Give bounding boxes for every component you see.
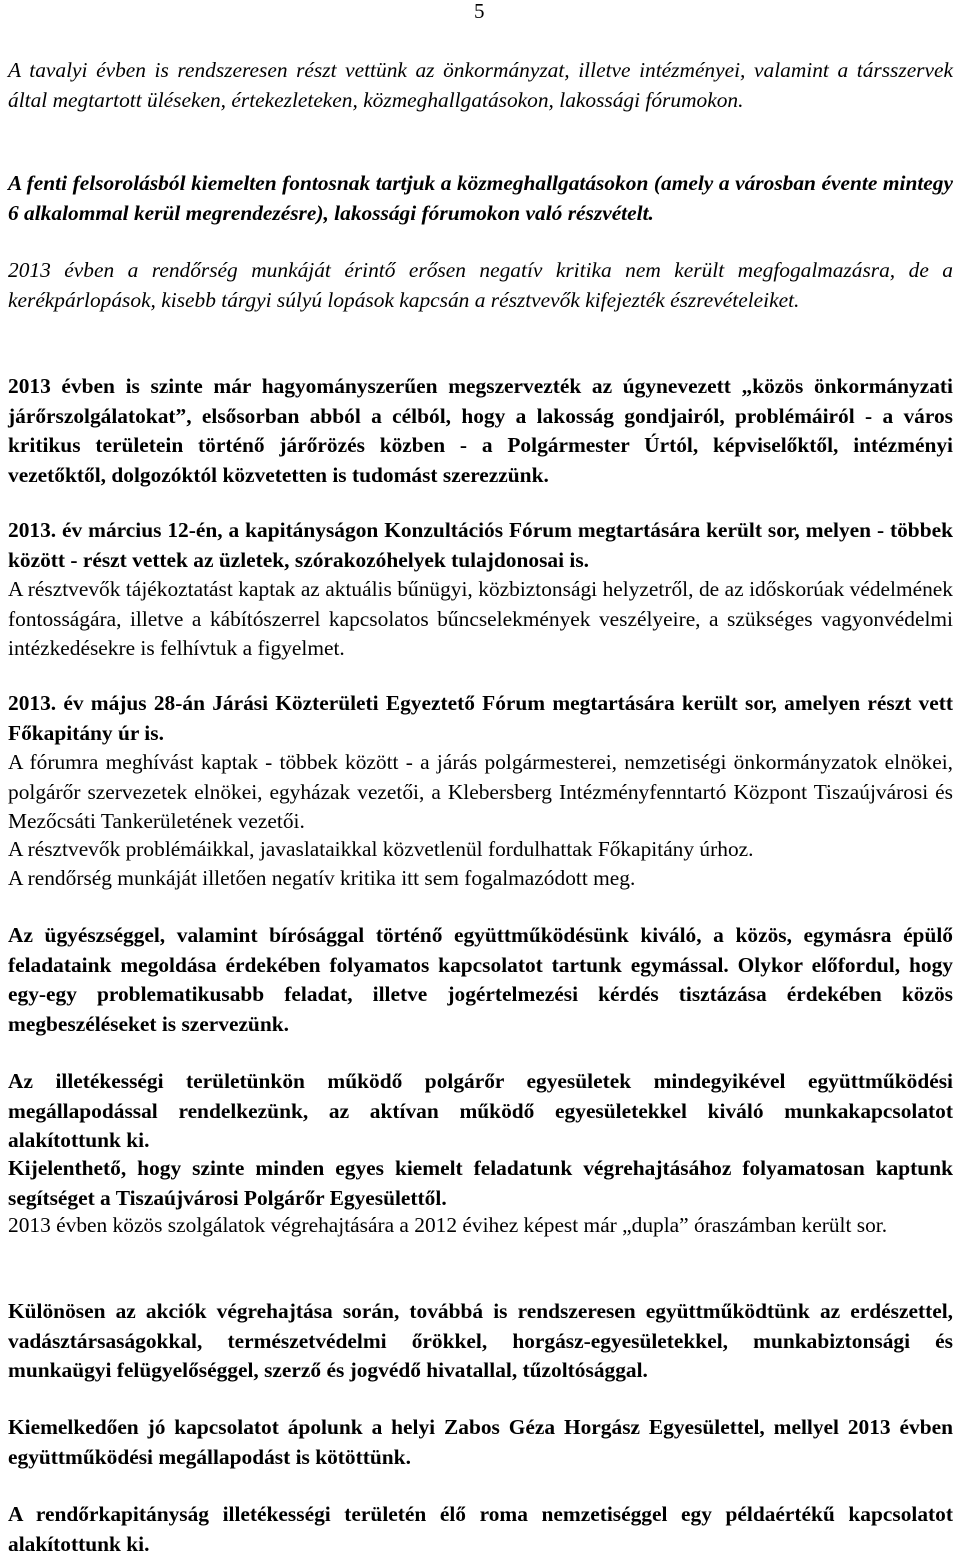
paragraph-consultation-forum: 2013. év március 12-én, a kapitányságon Konzultációs Fórum megtartására került sor, melyen - többek között - részt vettek az üzletek, szórakozóhelyek tulajdonosai is. xyxy=(8,518,953,572)
paragraph-fishing-association: Kiemelkedően jó kapcsolatot ápolunk a helyi Zabos Géza Horgász Egyesülettel, mellyel 2013 évben együttműködési megállapodást is kötöttünk. xyxy=(8,1415,953,1469)
paragraph-district-forum: 2013. év május 28-án Járási Közterületi Egyeztető Fórum megtartására került sor, amelyen részt vett Főkapitány úr is. xyxy=(8,691,953,745)
paragraph-participants-questions: A résztvevők problémáikkal, javaslataikkal közvetlenül fordulhattak Főkapitány úrhoz. xyxy=(8,837,754,861)
paragraph-forum-participants-info: A résztvevők tájékoztatást kaptak az aktuális bűnügyi, közbiztonsági helyzetről, de az időskorúak védelmének fontosságára, illetve a kábítószerrel kapcsolatos bűncselekmények veszélyeire, a szükséges vagyonvédelmi intézkedésekre is felhívtuk a figyelmet. xyxy=(8,577,953,660)
paragraph-forum-invitees: A fórumra meghívást kaptak - többek között - a járás polgármesterei, nemzetiségi önkormányzatok elnökei, polgárőr szervezetek elnökei, egyházak vezetői, a Klebersberg Intézményfenntartó Központ Tiszaújvárosi és Mezőcsáti Tankerületének vezetői. xyxy=(8,750,953,833)
paragraph-joint-service-hours: 2013 évben közös szolgálatok végrehajtására a 2012 évihez képest már „dupla” óraszámban került sor. xyxy=(8,1213,888,1237)
paragraph-civil-guard-agreements: Az illetékességi területünkön működő polgárőr egyesületek mindegyikével együttműködési megállapodással rendelkezünk, az aktívan működő egyesületekkel kiváló munkakapcsolatot alakítottunk ki. xyxy=(8,1069,953,1152)
page-number: 5 xyxy=(474,0,485,23)
paragraph-joint-patrols: 2013 évben is szinte már hagyományszerűen megszervezték az úgynevezett „közös önkormányzati járőrszolgálatokat”, elsősorban abból a célból, hogy a lakosság gondjairól, problémáiról - a város kritikus területein történő járőrözés közben - a Polgármester Úrtól, képviselőktől, intézményi vezetőktől, dolgozóktól közvetetten is tudomást szerezzünk. xyxy=(8,374,953,487)
paragraph-roma-relations: A rendőrkapitányság illetékességi területén élő roma nemzetiséggel egy példaértékű kapcsolatot alakítottunk ki. xyxy=(8,1502,953,1556)
paragraph-prosecution-cooperation: Az ügyészséggel, valamint bírósággal történő együttműködésünk kiváló, a közös, egymásra épülő feladataink megoldása érdekében folyamatos kapcsolatot tartunk egymással. Olykor előfordul, hogy egy-egy problematikusabb feladat, illetve jogértelmezési kérdés tisztázása érdekében közös megbeszéléseket is szervezünk. xyxy=(8,923,953,1036)
paragraph-other-partners: Különösen az akciók végrehajtása során, továbbá is rendszeresen együttműködtünk az erdészettel, vadásztársaságokkal, természetvédelmi őrökkel, horgász-egyesületekkel, munkabiztonsági és munkaügyi felügyelőséggel, szerző és jogvédő hivatallal, tűzoltósággal. xyxy=(8,1299,953,1382)
paragraph-forums-participation: A tavalyi évben is rendszeresen részt vettünk az önkormányzat, illetve intézményei, valamint a társszervek által megtartott üléseken, értekezleteken, közmeghallgatásokon, lakossági fórumokon. xyxy=(8,58,953,112)
paragraph-civil-guard-support: Kijelenthető, hogy szinte minden egyes kiemelt feladatunk végrehajtásához folyamatosan kaptunk segítséget a Tiszaújvárosi Polgárőr Egyesülettől. xyxy=(8,1156,953,1210)
paragraph-public-hearings: A fenti felsorolásból kiemelten fontosnak tartjuk a közmeghallgatásokon (amely a városban évente mintegy 6 alkalommal kerül megrendezésre), lakossági fórumokon való részvételt. xyxy=(8,171,953,225)
paragraph-police-criticism: 2013 évben a rendőrség munkáját érintő erősen negatív kritika nem került megfogalmazásra, de a kerékpárlopások, kisebb tárgyi súlyú lopások kapcsán a résztvevők kifejezték észrevételeiket. xyxy=(8,258,953,312)
paragraph-no-criticism: A rendőrség munkáját illetően negatív kritika itt sem fogalmazódott meg. xyxy=(8,866,636,890)
